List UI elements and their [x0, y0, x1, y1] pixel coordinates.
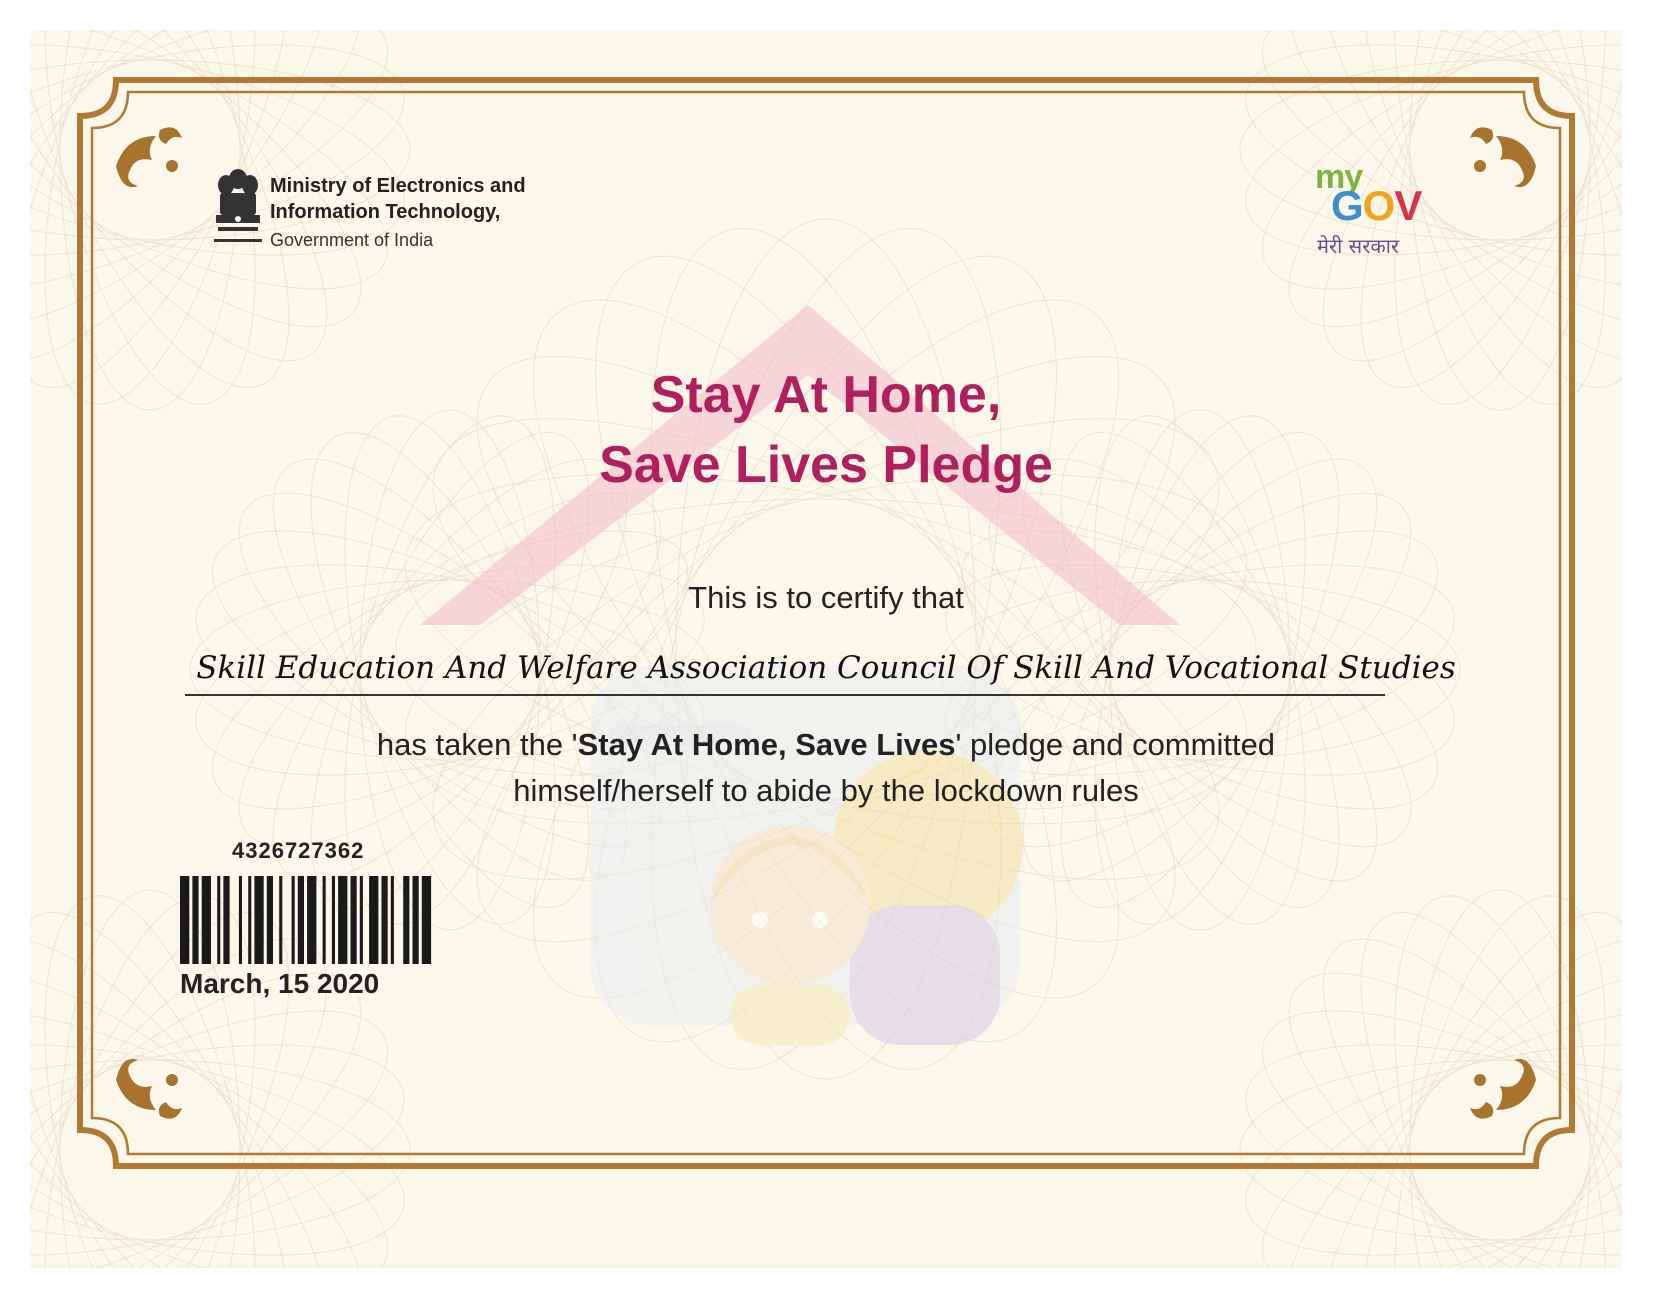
- issue-date: March, 15 2020: [180, 968, 380, 999]
- pledge-text: [30, 722, 1622, 814]
- barcode-icon: [180, 876, 500, 966]
- state-emblem-icon: [210, 165, 266, 251]
- certificate: [30, 30, 1622, 1268]
- flourish-icon: [116, 127, 182, 187]
- mygov-logo-my: my: [1315, 158, 1363, 196]
- flourish-icon: [116, 1059, 182, 1119]
- mygov-logo-hindi: मेरी सरकार: [1317, 234, 1400, 258]
- government-of-india: Government of India: [270, 230, 434, 250]
- flourish-icon: [1470, 127, 1536, 187]
- recipient-underline: [185, 694, 1385, 696]
- title-line-1: Stay At Home,: [650, 366, 1002, 424]
- certificate-number: 4326727362: [232, 838, 365, 863]
- mygov-logo-gov: GOV: [1331, 182, 1422, 229]
- ministry-name: [270, 173, 630, 255]
- mygov-logo: [1315, 160, 1465, 270]
- title-line-2: Save Lives Pledge: [599, 436, 1053, 494]
- ministry-line-2: Information Technology,: [270, 201, 501, 223]
- certify-text: This is to certify that: [688, 580, 964, 615]
- recipient-name: Skill Education And Welfare Association Council Of Skill And Vocational Studies: [196, 650, 1456, 686]
- certificate-title: [30, 360, 1622, 500]
- ministry-line-1: Ministry of Electronics and: [270, 175, 526, 197]
- pledge-line-2: himself/herself to abide by the lockdown rules: [513, 773, 1139, 808]
- flourish-icon: [1470, 1059, 1536, 1119]
- pledge-line-1: has taken the 'Stay At Home, Save Lives' pledge and committed: [376, 727, 1276, 762]
